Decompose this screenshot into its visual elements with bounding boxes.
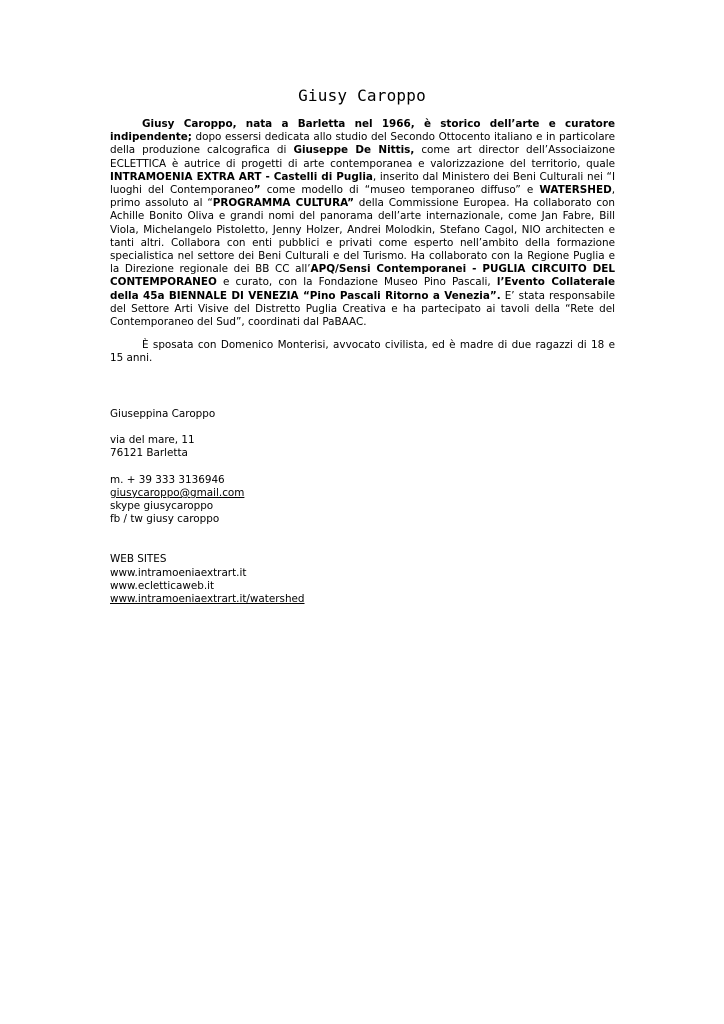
page-title: Giusy Caroppo — [298, 86, 426, 105]
text-run: come modello di “museo temporaneo diffuso” e — [260, 184, 540, 197]
bold-text-run: Giuseppe De Nittis, — [293, 144, 415, 157]
biography-paragraph-1 — [110, 118, 615, 329]
text-run: della Commissione Europea. Ha collaborato con Achille Bonito Oliva e grandi nomi del panorama dell’arte internazionale, come Jan Fabre, Bill Viola, Michelangelo Pistoletto, Jenny Holzer, Andrei Molodkin, Stefano Cagol, NIO architecten e tanti altri. Collabora con enti pubblici e privati come esperto nell’ambito della formazione specialistica nel settore dei Beni Culturali e del Turismo. Ha collaborato con la Regione Puglia e la Direzione regionale dei BB CC all’ — [110, 197, 615, 276]
text-run: dopo essersi dedicata allo studio del Secondo Ottocento italiano e in particolare della produzione calcografica di — [110, 131, 615, 157]
skype-handle: skype giusycaroppo — [110, 500, 214, 513]
biography-paragraph-2: È sposata con Domenico Monterisi, avvocato civilista, ed è madre di due ragazzi di 18 e 15 anni. — [110, 339, 615, 365]
text-run: , primo assoluto al “ — [110, 184, 616, 210]
bold-text-run: APQ/Sensi Contemporanei - PUGLIA CIRCUITO DEL CONTEMPORANEO — [110, 263, 615, 289]
contact-block — [110, 408, 305, 606]
address-line-2: 76121 Barletta — [110, 447, 188, 460]
address-line-1: via del mare, 11 — [110, 434, 195, 447]
websites-heading: WEB SITES — [110, 553, 167, 566]
social-handle: fb / tw giusy caroppo — [110, 513, 220, 526]
website-link[interactable]: www.ecletticaweb.it — [110, 579, 215, 592]
mobile-number: m. + 39 333 3136946 — [110, 473, 225, 486]
bold-text-run: ” — [253, 184, 261, 197]
bold-text-run: PROGRAMMA CULTURA” — [212, 197, 354, 210]
website-link[interactable]: www.intramoeniaextrart.it — [110, 566, 247, 579]
bold-text-run: INTRAMOENIA EXTRA ART - Castelli di Puglia — [110, 170, 373, 183]
text-run: come art director dell’Associaizone ECLETTICA è autrice di progetti di arte contemporanea e valorizzazione del territorio, quale — [110, 144, 616, 170]
bold-text-run: WATERSHED — [539, 184, 612, 197]
text-run: e curato, con la Fondazione Museo Pino Pascali, — [216, 276, 497, 289]
website-link[interactable]: www.intramoeniaextrart.it/watershed — [110, 593, 305, 606]
bold-text-run: Giusy Caroppo, nata a Barletta nel 1966, è storico dell’arte e curatore indipendente; — [110, 118, 615, 144]
text-run: , inserito dal Ministero dei Beni Culturali nei “I luoghi del Contemporaneo — [110, 170, 616, 197]
bold-text-run: l’Evento Collaterale della 45a BIENNALE DI VENEZIA “Pino Pascali Ritorno a Venezia”. — [110, 276, 615, 302]
contact-name: Giuseppina Caroppo — [110, 408, 216, 420]
email-link[interactable]: giusycaroppo@gmail.com — [110, 486, 245, 499]
websites-list — [110, 567, 305, 607]
biography — [110, 118, 615, 366]
text-run: E’ stata responsabile del Settore Arti Visive del Distretto Puglia Creativa e ha partecipato ai tavoli della “Rete del Contemporaneo del Sud”, coordinati dal PaBAAC. — [110, 289, 615, 329]
